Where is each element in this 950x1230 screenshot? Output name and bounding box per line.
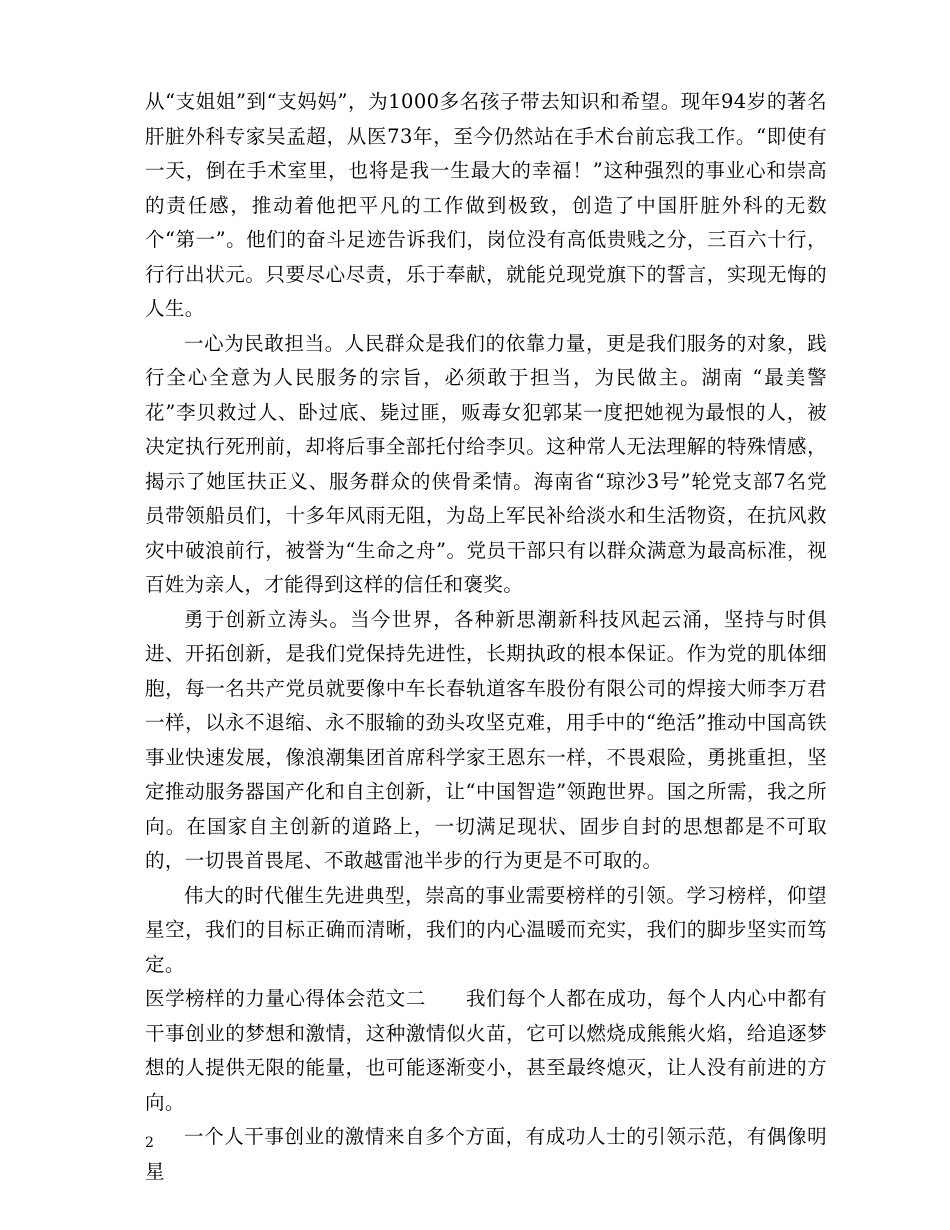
- paragraph-2: 一心为民敢担当。人民群众是我们的依靠力量，更是我们服务的对象，践行全心全意为人民服务的宗旨，必须敢于担当，为民做主。湖南 “最美警花”李贝救过人、卧过底、毙过匪，贩毒女犯郭某一度把她视为最恨的人，被决定执行死刑前，却将后事全部托付给李贝。这种常人无法理解的特殊情感，揭示了她匡扶正义、服务群众的侠骨柔情。海南省“琼沙3号”轮党支部7名党员带领船员们，十多年风雨无阻，为岛上军民补给淡水和生活物资，在抗风救灾中破浪前行，被誉为“生命之舟”。党员干部只有以群众满意为最高标准，视百姓为亲人，才能得到这样的信任和褒奖。: [145, 331, 827, 596]
- paragraph-4: 伟大的时代催生先进典型，崇高的事业需要榜样的引领。学习榜样，仰望星空，我们的目标正确而清晰，我们的内心温暖而充实，我们的脚步坚实而笃定。: [145, 883, 827, 976]
- paragraph-5: 医学榜样的力量心得体会范文二 我们每个人都在成功，每个人内心中都有干事创业的梦想和激情，这种激情似火苗，它可以燃烧成熊熊火焰，给追逐梦想的人提供无限的能量，也可能逐渐变小，甚至最终熄灭，让人没有前进的方向。: [145, 987, 827, 1114]
- paragraph-1: 从“支姐姐”到“支妈妈”，为1000多名孩子带去知识和希望。现年94岁的著名肝脏外科专家吴孟超，从医73年，至今仍然站在手术台前忘我工作。“即使有一天，倒在手术室里，也将是我一生最大的幸福！”这种强烈的事业心和崇高的责任感，推动着他把平凡的工作做到极致，创造了中国肝脏外科的无数个“第一”。他们的奋斗足迹告诉我们，岗位没有高低贵贱之分，三百六十行，行行出状元。只要尽心尽责，乐于奉献，就能兑现党旗下的誓言，实现无悔的人生。: [145, 90, 827, 320]
- paragraph-6: 一个人干事创业的激情来自多个方面，有成功人士的引领示范，有偶像明星: [145, 1125, 827, 1183]
- page-number: 2: [145, 1135, 154, 1151]
- page-body: [145, 85, 827, 1189]
- paragraph-3: 勇于创新立涛头。当今世界，各种新思潮新科技风起云涌，坚持与时俱进、开拓创新，是我们党保持先进性，长期执政的根本保证。作为党的肌体细胞，每一名共产党员就要像中车长春轨道客车股份有限公司的焊接大师李万君一样，以永不退缩、永不服输的劲头攻坚克难，用手中的“绝活”推动中国高铁事业快速发展，像浪潮集团首席科学家王恩东一样，不畏艰险，勇挑重担，坚定推动服务器国产化和自主创新，让“中国智造”领跑世界。国之所需，我之所向。在国家自主创新的道路上，一切满足现状、固步自封的思想都是不可取的，一切畏首畏尾、不敢越雷池半步的行为更是不可取的。: [145, 607, 827, 872]
